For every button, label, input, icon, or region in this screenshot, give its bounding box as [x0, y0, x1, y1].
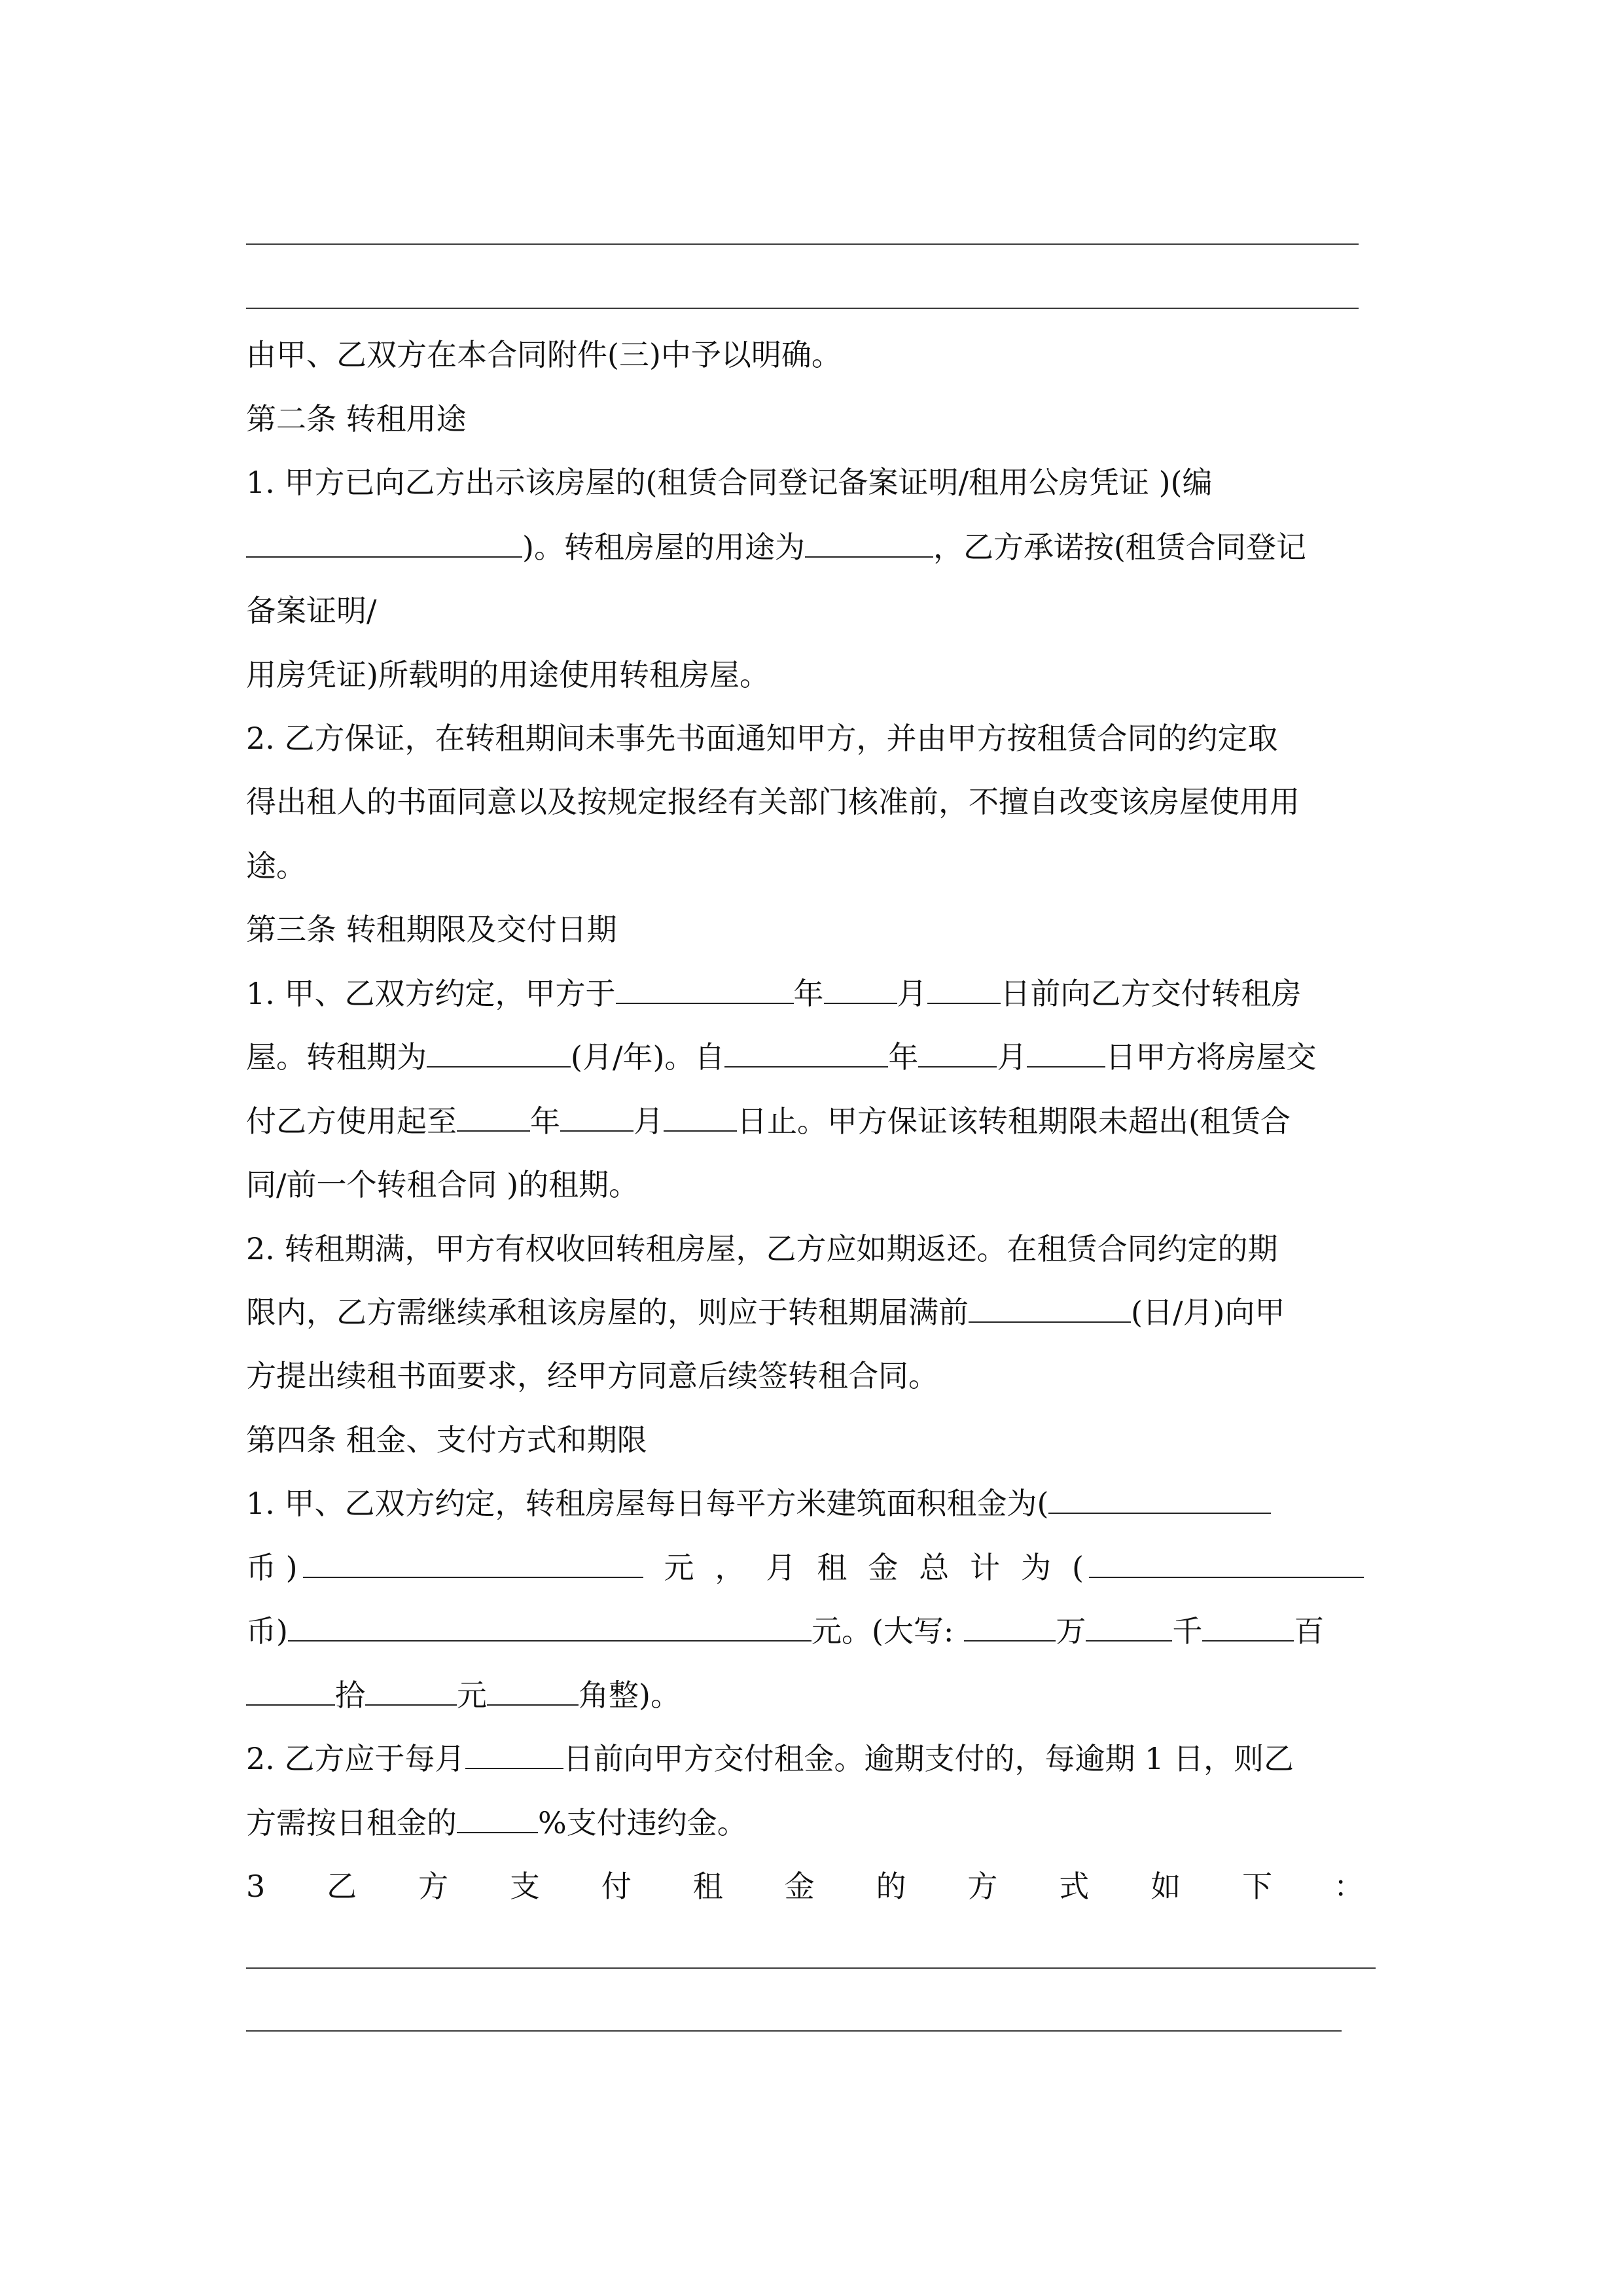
article3-p1-text-a1: 1. 甲、乙双方约定，甲方于 — [246, 976, 616, 1011]
article4-heading — [246, 1420, 647, 1460]
article4-p1-line1 — [246, 1484, 1271, 1523]
blank-delivery-month[interactable] — [824, 977, 897, 1004]
blank-penalty-percent[interactable] — [457, 1806, 538, 1833]
article3-p2-line2 — [246, 1293, 1285, 1332]
blank-start-month[interactable] — [918, 1040, 997, 1067]
blank-amount-shi[interactable] — [246, 1678, 335, 1706]
article4-p3-line1 — [246, 1867, 1364, 1906]
article2-p2-text-a: 2. 乙方保证，在转租期间未事先书面通知甲方，并由甲方按租赁合同的约定取 — [246, 721, 1278, 756]
spread-char: 支 — [509, 1869, 540, 1904]
monthly-total-group — [1072, 1548, 1364, 1587]
bottom-rule-2 — [246, 2030, 1342, 2032]
article3-p2-text-c: 方提出续租书面要求，经甲方同意后续签转租合同。 — [246, 1358, 938, 1393]
article3-p2-line1 — [246, 1229, 1278, 1268]
blank-end-month[interactable] — [560, 1104, 633, 1132]
currency-close-label: 币 ) — [246, 1550, 298, 1585]
blank-rent-per-sqm[interactable] — [303, 1551, 643, 1578]
article4-p2-text-a1: 2. 乙方应于每月 — [246, 1741, 465, 1776]
article2-p2-line2 — [246, 782, 1300, 821]
article2-p2-text-c: 途。 — [246, 848, 306, 884]
blank-monthly-currency[interactable] — [1089, 1551, 1364, 1578]
month-label: 月 — [897, 976, 927, 1011]
article2-heading-text: 第二条 转租用途 — [246, 401, 467, 437]
spread-char: 租 — [817, 1550, 847, 1585]
blank-amount-wan[interactable] — [964, 1614, 1056, 1641]
spread-char: 租 — [692, 1869, 723, 1904]
article3-p1-line1 — [246, 974, 1302, 1013]
spread-char: ： — [1333, 1869, 1364, 1904]
intro-text: 由甲、乙双方在本合同附件(三)中予以明确。 — [246, 337, 842, 372]
blank-amount-yuan[interactable] — [365, 1678, 457, 1706]
blank-payment-day[interactable] — [465, 1742, 563, 1769]
article4-p1-text-c2: 元。(大写: — [811, 1613, 954, 1649]
article2-heading — [246, 399, 467, 439]
article2-p1-line4 — [246, 655, 770, 694]
article4-p1-line4 — [246, 1676, 681, 1715]
article3-p1-line2 — [246, 1037, 1316, 1077]
spread-char: 式 — [1059, 1869, 1090, 1904]
blank-monthly-total[interactable] — [288, 1614, 812, 1641]
blank-term-length[interactable] — [427, 1040, 571, 1067]
article3-p1-text-b5: 日甲方将房屋交 — [1105, 1039, 1317, 1075]
spread-char: 3 — [246, 1869, 266, 1904]
shi-label: 拾 — [335, 1677, 365, 1713]
article2-p2-text-b: 得出租人的书面同意以及按规定报经有关部门核准前，不擅自改变该房屋使用用 — [246, 784, 1300, 819]
article3-p1-text-a4: 日前向乙方交付转租房 — [1000, 976, 1302, 1011]
article2-p1-text-e: 用房凭证)所载明的用途使用转租房屋。 — [246, 657, 770, 692]
spread-char: 付 — [601, 1869, 632, 1904]
article4-p2-text-b2: %支付违约金。 — [538, 1805, 747, 1840]
spread-char: 乙 — [327, 1869, 357, 1904]
spread-char: 方 — [967, 1869, 998, 1904]
blank-start-day[interactable] — [1027, 1040, 1105, 1067]
blank-delivery-day[interactable] — [927, 977, 1001, 1004]
article3-heading — [246, 910, 617, 949]
article3-heading-text: 第三条 转租期限及交付日期 — [246, 912, 617, 947]
article3-p2-text-a: 2. 转租期满，甲方有权收回转租房屋，乙方应如期返还。在租赁合同约定的期 — [246, 1231, 1278, 1266]
year-label: 年 — [793, 976, 824, 1011]
article3-p2-text-b1: 限内，乙方需继续承租该房屋的，则应于转租期届满前 — [246, 1295, 969, 1330]
year-label: 年 — [530, 1103, 560, 1139]
blank-usage[interactable] — [805, 530, 933, 558]
article2-p1-text-d: 备案证明/ — [246, 593, 377, 628]
blank-start-year[interactable] — [724, 1040, 888, 1067]
article4-p1-text-d3: 角整)。 — [579, 1677, 681, 1713]
top-rule-1 — [246, 243, 1359, 245]
blank-end-year[interactable] — [457, 1104, 530, 1132]
spread-char: ( — [1072, 1550, 1084, 1585]
article3-p2-text-b2: (日/月)向甲 — [1131, 1295, 1285, 1330]
blank-certificate-number[interactable] — [246, 530, 522, 558]
article3-p1-text-c4: 日止。甲方保证该转租期限未超出(租赁合 — [737, 1103, 1291, 1139]
article4-p1-line3 — [246, 1611, 1324, 1651]
spread-char: 方 — [418, 1869, 449, 1904]
spread-char: 的 — [876, 1869, 906, 1904]
article3-p1-line4 — [246, 1165, 639, 1204]
article4-heading-text: 第四条 租金、支付方式和期限 — [246, 1422, 647, 1458]
year-label: 年 — [888, 1039, 919, 1075]
article2-p1-text-b: )。转租房屋的用途为 — [522, 529, 805, 565]
spread-char: 月 — [766, 1550, 796, 1585]
blank-amount-bai[interactable] — [1202, 1614, 1294, 1641]
blank-amount-jiao[interactable] — [487, 1678, 579, 1706]
qian-label: 千 — [1172, 1613, 1203, 1649]
article3-p1-text-d: 同/前一个转租合同 )的租期。 — [246, 1167, 639, 1202]
article2-p2-line1 — [246, 719, 1278, 758]
intro-line — [246, 335, 842, 374]
bottom-rule-1 — [246, 1967, 1376, 1969]
wan-label: 万 — [1056, 1613, 1086, 1649]
article4-p1-line2 — [246, 1548, 1364, 1587]
top-rule-2 — [246, 308, 1359, 309]
rent-per-sqm-group — [246, 1548, 643, 1587]
spread-char: 如 — [1150, 1869, 1181, 1904]
article3-p1-text-c1: 付乙方使用起至 — [246, 1103, 457, 1139]
article2-p1-line1 — [246, 463, 1212, 502]
article2-p1-line2 — [246, 528, 1306, 567]
article2-p2-line3 — [246, 846, 306, 886]
blank-rent-currency[interactable] — [1048, 1486, 1271, 1514]
article3-p1-text-b2: (月/年)。自 — [571, 1039, 725, 1075]
article2-p1-text-a: 1. 甲方已向乙方出示该房屋的(租赁合同登记备案证明/租用公房凭证 )(编 — [246, 465, 1213, 500]
yuan-label: 元 — [457, 1677, 487, 1713]
blank-renewal-notice[interactable] — [969, 1295, 1131, 1323]
spread-char: 金 — [784, 1869, 815, 1904]
article4-p1-text-a: 1. 甲、乙双方约定，转租房屋每日每平方米建筑面积租金为( — [246, 1486, 1049, 1521]
spread-char: ， — [715, 1550, 745, 1585]
article4-p2-text-a2: 日前向甲方交付租金。逾期支付的，每逾期 1 日，则乙 — [563, 1741, 1294, 1776]
article2-p1-text-c: ，乙方承诺按(租赁合同登记 — [933, 529, 1306, 565]
article3-p1-line3 — [246, 1102, 1291, 1141]
spread-char: 计 — [970, 1550, 1001, 1585]
article4-p2-line1 — [246, 1739, 1294, 1778]
blank-delivery-year[interactable] — [616, 977, 794, 1004]
bai-label: 百 — [1294, 1613, 1325, 1649]
spread-char: 金 — [868, 1550, 899, 1585]
blank-end-day[interactable] — [664, 1104, 737, 1132]
currency-label: 币) — [246, 1613, 288, 1649]
article4-p2-line2 — [246, 1803, 747, 1842]
article3-p2-line3 — [246, 1356, 938, 1395]
blank-amount-qian[interactable] — [1086, 1614, 1172, 1641]
month-label: 月 — [633, 1103, 664, 1139]
article3-p1-text-b1: 屋。转租期为 — [246, 1039, 427, 1075]
spread-char: 元 — [664, 1550, 694, 1585]
spread-char: 下 — [1242, 1869, 1273, 1904]
article4-p2-text-b1: 方需按日租金的 — [246, 1805, 457, 1840]
month-label: 月 — [997, 1039, 1027, 1075]
article2-p1-line3 — [246, 591, 377, 630]
spread-char: 为 — [1021, 1550, 1052, 1585]
spread-char: 总 — [919, 1550, 950, 1585]
